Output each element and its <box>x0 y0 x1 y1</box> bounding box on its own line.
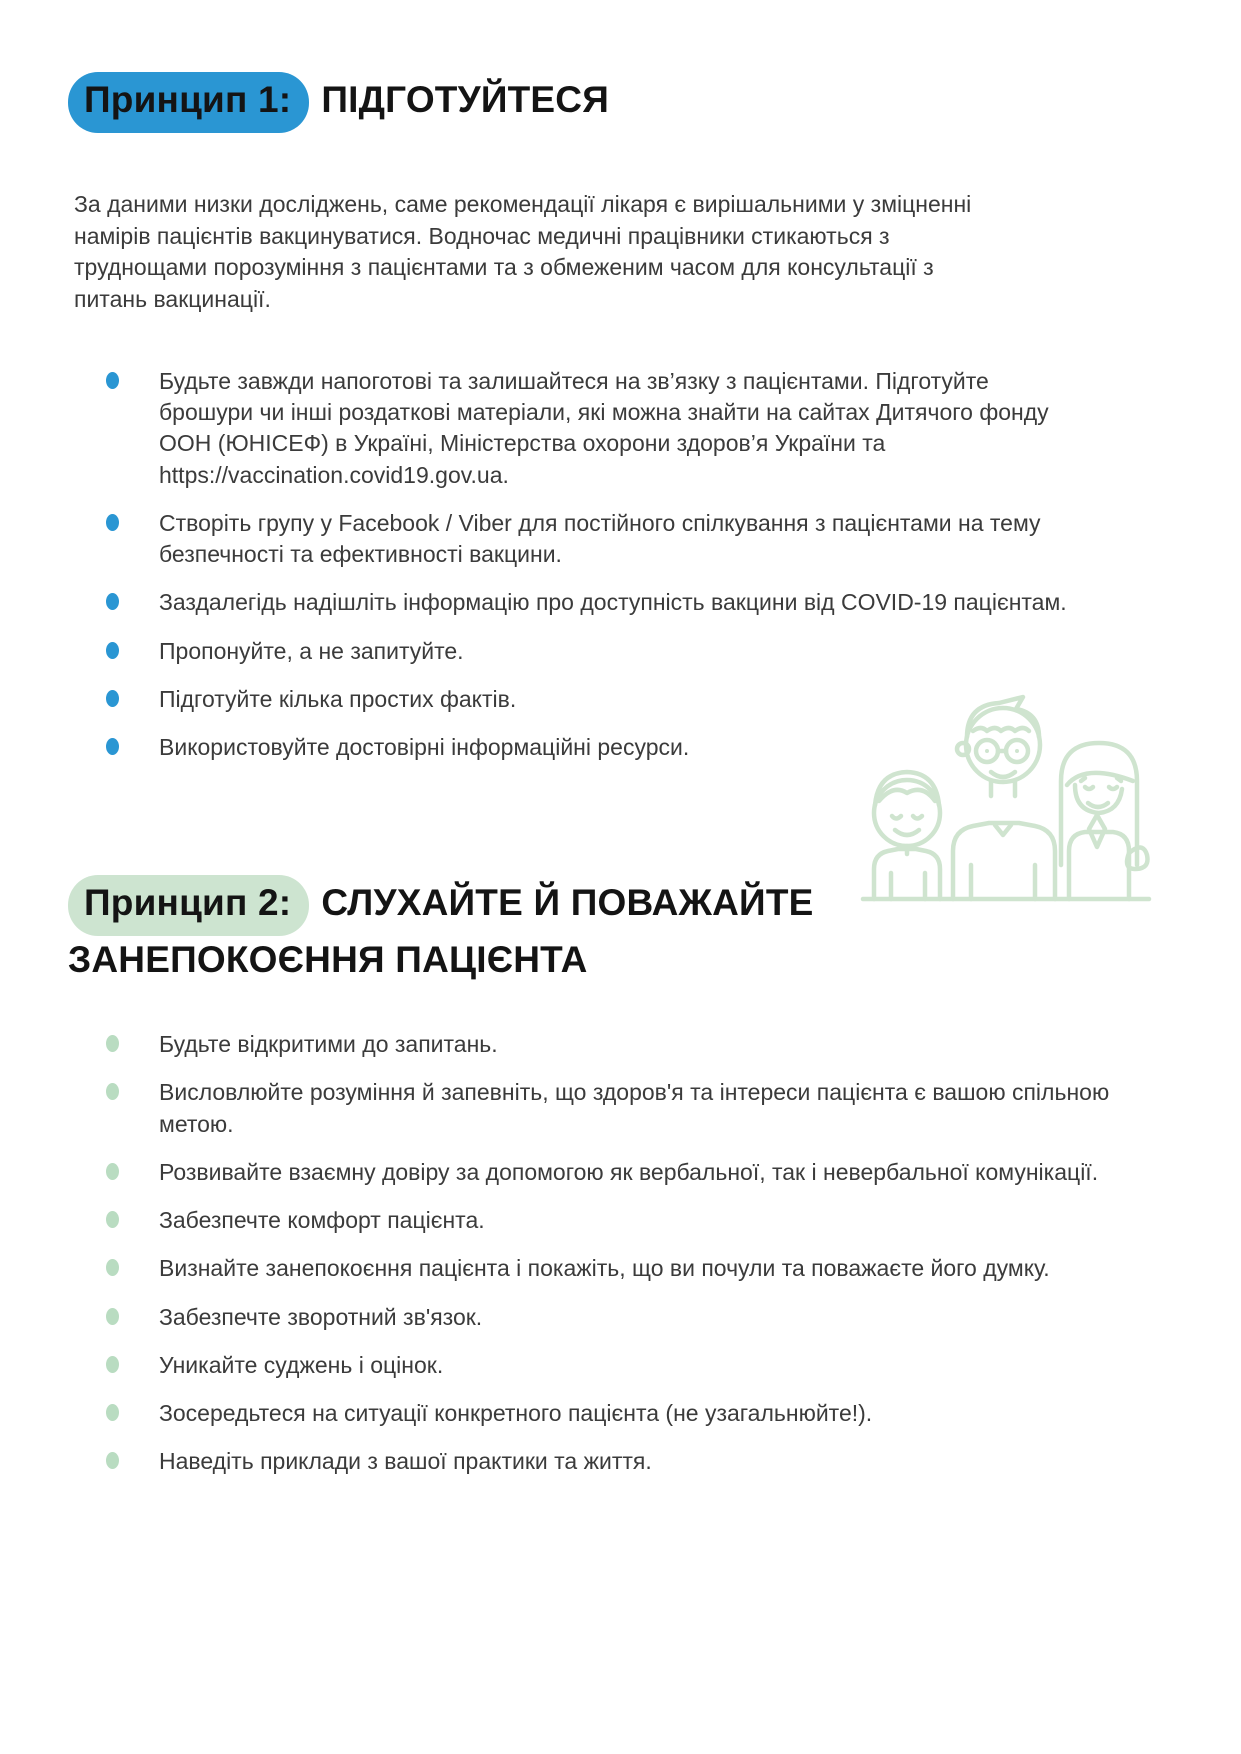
list-item-text: Розвивайте взаємну довіру за допомогою як вербальної, так і невербальної комунікації. <box>159 1158 1099 1185</box>
list-item-text: Визнайте занепокоєння пацієнта і покажіть, що ви почули та поважаєте його думку. <box>159 1255 1050 1282</box>
list-item <box>106 1253 1181 1284</box>
list-item-text: Забезпечте комфорт пацієнта. <box>159 1207 485 1234</box>
man-vneck <box>995 825 1011 835</box>
principle2-badge: Принцип 2: <box>68 875 309 936</box>
bullet-dot-icon <box>106 514 119 531</box>
principle2-title: СЛУХАЙТЕ Й ПОВАЖАЙТЕ ЗАНЕПОКОЄННЯ ПАЦІЄНТА <box>68 882 814 981</box>
man-smile <box>991 772 1015 777</box>
family-line-art-svg <box>845 650 1167 906</box>
list-item-text: Використовуйте достовірні інформаційні ресурси. <box>159 734 690 761</box>
woman-eyes <box>1085 787 1117 789</box>
man-hair-wave <box>973 728 1029 731</box>
list-item <box>106 1350 1181 1381</box>
man-eye-right <box>1015 749 1019 753</box>
principle1-heading <box>68 72 1181 133</box>
list-item <box>106 1157 1181 1188</box>
bullet-dot-icon <box>106 642 119 659</box>
list-item <box>106 1302 1181 1333</box>
child-arms <box>891 873 925 899</box>
list-item <box>106 1398 1181 1429</box>
bullet-dot-icon <box>106 1404 119 1421</box>
list-item-text: Заздалегідь надішліть інформацію про доступність вакцини від COVID-19 пацієнтам. <box>159 589 1067 616</box>
woman-smile <box>1088 803 1108 807</box>
list-item <box>106 1446 1181 1477</box>
bullet-dot-icon <box>106 1163 119 1180</box>
bullet-dot-icon <box>106 1259 119 1276</box>
bullet-dot-icon <box>106 1083 119 1100</box>
list-item-text: Наведіть приклади з вашої практики та життя. <box>159 1448 652 1475</box>
bullet-dot-icon <box>106 593 119 610</box>
principle1-badge: Принцип 1: <box>68 72 309 133</box>
list-item-text: Будьте завжди напоготові та залишайтеся на зв’язку з пацієнтами. Підготуйте брошури чи інші роздаткові матеріали, які можна знайти на сайтах Дитячого фонду ООН (ЮНІСЕФ) в Україні, Міністерства охорони здоров’я України та https://vaccination.covid19.gov.ua. <box>159 367 1049 488</box>
bullet-dot-icon <box>106 1356 119 1373</box>
child-eyes <box>892 816 922 819</box>
man-arms <box>971 865 1035 899</box>
principle1-intro: За даними низки досліджень, саме рекомендації лікаря є вирішальними у зміцненні намірів пацієнтів вакцинуватися. Водночас медичні працівники стикаються з труднощами порозуміння з пацієнтами та з обмеженим часом для консультації з питань вакцинації. <box>74 190 972 313</box>
woman-lashes <box>1081 778 1121 781</box>
child-smile <box>895 830 919 835</box>
bullet-dot-icon <box>106 1035 119 1052</box>
man-eye-left <box>985 749 989 753</box>
list-item-text: Зосередьтеся на ситуації конкретного пацієнта (не узагальнюйте!). <box>159 1400 873 1427</box>
list-item <box>106 587 1181 618</box>
list-item <box>106 366 1181 491</box>
list-item-text: Пропонуйте, а не запитуйте. <box>159 637 464 664</box>
child-hair-fringe <box>879 790 935 801</box>
list-item-text: Висловлюйте розуміння й запевніть, що здоров'я та інтереси пацієнта є вашою спільною метою. <box>159 1079 1110 1137</box>
family-illustration <box>845 650 1167 906</box>
list-item <box>106 1029 1181 1060</box>
principle1-title: ПІДГОТУЙТЕСЯ <box>321 79 610 120</box>
list-item <box>106 508 1181 571</box>
man-ear <box>957 743 969 755</box>
list-item-text: Уникайте суджень і оцінок. <box>159 1351 444 1378</box>
list-item-text: Будьте відкритими до запитань. <box>159 1031 498 1058</box>
bullet-dot-icon <box>106 1452 119 1469</box>
bullet-dot-icon <box>106 372 119 389</box>
list-item <box>106 1077 1181 1140</box>
list-item <box>106 1205 1181 1236</box>
bullet-dot-icon <box>106 738 119 755</box>
list-item-text: Забезпечте зворотний зв'язок. <box>159 1303 483 1330</box>
bullet-dot-icon <box>106 1211 119 1228</box>
list-item-text: Створіть групу у Facebook / Viber для постійного спілкування з пацієнтами на тему безпечності та ефективності вакцини. <box>159 509 1041 568</box>
child-body <box>874 849 940 899</box>
principle2-bullet-list <box>68 1029 1181 1478</box>
bullet-dot-icon <box>106 1308 119 1325</box>
list-item-text: Підготуйте кілька простих фактів. <box>159 685 517 712</box>
woman-hair-fringe <box>1067 773 1133 785</box>
bullet-dot-icon <box>106 690 119 707</box>
